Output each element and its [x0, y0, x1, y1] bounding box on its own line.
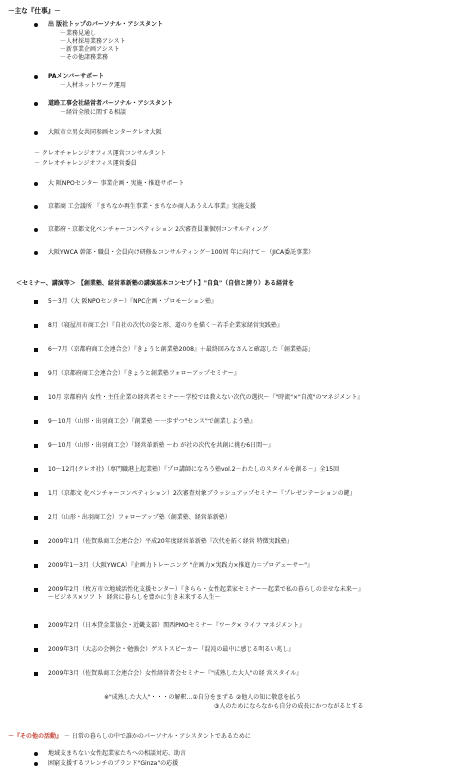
work-item-title: PAメンバーサポート [48, 73, 105, 80]
bullet-icon [34, 102, 38, 106]
square-bullet-icon [34, 492, 38, 496]
work-item-title: 道路工事会社経営者パーソナル・アシスタント [48, 100, 174, 107]
seminar-item: 2009年2月（日本貸金業協会・近畿支部）関西PMOセミナー『ワーク× ライフ マネジメント』 [48, 622, 305, 629]
bullet-icon [34, 75, 38, 79]
square-bullet-icon [34, 564, 38, 568]
seminar-item: 2009年3月（佐賀県商工会連合会）女性経営者会セミナー『"成熟した大人"の経 営スタイル』 [48, 670, 303, 677]
note-line: ※"成熟した大人"・・・の解釈…①自分をまずる ②他人の知に敬意を払う [104, 694, 302, 701]
square-bullet-icon [34, 300, 38, 304]
square-bullet-icon [34, 648, 38, 652]
work-item-sub: －人材ネットワーク運用 [60, 82, 127, 89]
square-bullet-icon [34, 396, 38, 400]
seminar-item: 10～12月(クレオ社)（専門職港上起業塾）『プロ講師になろう塾vol.2－わたしのスタイルを創る－』全15回 [48, 466, 340, 473]
work-item-title: 京都府・京都文化ベンチャーコンペティション 2次審査員兼個別コンサルティング [48, 226, 269, 233]
bullet-icon [34, 762, 38, 766]
seminar-item: 2009年1～3月（大阪YWCA）『企画力トレーニング "企画力×実践力×推進力＝プロデューサー"』 [48, 562, 313, 569]
work-item-title: 大阪市立男女共同参画センタークレオ大阪 [48, 129, 162, 136]
other-item: 困窮支援するフレンチのブランド"Ginza"の応援 [48, 760, 179, 767]
square-bullet-icon [34, 420, 38, 424]
work-item-title: 大阪YWCA 幹部・職員・会員向け研修＆コンサルティング－100周 年に向けて－（JICA委託事業） [48, 249, 315, 256]
work-item-title: 出 版社トップのパーソナル・アシスタント [48, 21, 163, 28]
seminar-item: 9～10月（山形・出羽商工会）『創業塾 ～一歩ずつ"センス"で創業しよう塾』 [48, 418, 256, 425]
seminar-item: 8月（寝屋川市商工会）『自社の次代の姿と形、道のりを描く－若手企業家経営実践塾』 [48, 322, 283, 329]
square-bullet-icon [34, 444, 38, 448]
work-item-sub: －業務見通し [60, 30, 97, 37]
seminar-item: 1月（京都文 化ベンチャーコンペティション）2次審査対象ブラッシュアップセミナー『プレゼンテーションの鍵』 [48, 490, 356, 497]
seminar-item: 9～10月（山形・出羽商工会）『経営革新塾 ～わ が社の次代を共創に挑む6日間～』 [48, 442, 275, 449]
seminar-item: 6～7月（京都府商工会連合会）『きょうと創業塾2008』＋最終回みなさんと確認した「創業塾誌」 [48, 346, 314, 353]
square-bullet-icon [34, 348, 38, 352]
square-bullet-icon [34, 672, 38, 676]
seminar-item: 2009年3月（大志の会例会・勉強会）ゲストスピーカー『混沌の最中に感じる明るい兆し』 [48, 646, 295, 653]
seminar-item: 10月 京都府内 女性・主任企業の経営者セミナー～学校では教えない次代の選択～『"時流"×"自流"のマネジメント』 [48, 394, 364, 401]
seminar-item: 9月（京都府商工会連合会）『きょうと創業塾フォローアップセミナー』 [48, 370, 240, 377]
work-item-sub: －その他諸務業務 [60, 54, 109, 61]
section-title-work: －主な『仕事』－ [8, 7, 61, 15]
section-title-seminars: ＜セミナー、講演等＞ 【創業塾、経営革新塾の講演基本コンセプト】"自負"（自信と誇り）ある経営を [16, 280, 295, 287]
seminar-item: 2009年1月（佐賀県商工会連合会）平成20年度経営革新塾『次代を拓く経営 特徴実践塾』 [48, 538, 293, 545]
seminar-item: 5～3月（大 阪NPOセンター）『NPC企画・プロモーション塾』 [48, 298, 217, 305]
note-line: ③人のためにならなかも自分の成長にかつながるとする [214, 703, 364, 710]
square-bullet-icon [34, 372, 38, 376]
square-bullet-icon [34, 624, 38, 628]
bullet-icon [34, 752, 38, 756]
work-item-title: 大 阪NPOセンター 事業企画・実施・推進サポート [48, 180, 185, 187]
creo-item: － クレオチャレンジオフィス運営委員 [34, 160, 137, 167]
square-bullet-icon [34, 468, 38, 472]
creo-item: － クレオチャレンジオフィス運営コンサルタント [34, 150, 167, 157]
square-bullet-icon [34, 588, 38, 592]
square-bullet-icon [34, 540, 38, 544]
work-item-sub: －人材採用業務アシスト [60, 38, 126, 45]
bullet-icon [34, 205, 38, 209]
section-title-other-desc: － 日常の暮らしの中で誰かのパーソナル・アシスタントであるために [62, 733, 251, 740]
bullet-icon [34, 228, 38, 232]
work-item-title: 京都商 工会議所 『まちなか再生事業・まちなか商人あうえん事業』実施支援 [48, 203, 256, 210]
other-item: 地域支まちない女性起業家たちへの相談対応、助言 [48, 750, 187, 757]
bullet-icon [34, 131, 38, 135]
work-item-sub: －新事業企画アシスト [60, 46, 120, 53]
bullet-icon [34, 23, 38, 27]
seminar-item: 2月（山形・出羽商工会）フォローアップ塾（創業塾、経営革新塾） [48, 514, 231, 521]
work-item-sub: －経営全般に関する相談 [60, 109, 127, 116]
bullet-icon [34, 182, 38, 186]
seminar-item: 2009年2月（枚方市立地域活性化支援センター）『きらら・女性起業家セミナー～起業で私の暮らしの幸せな未来～』 ～ビジネス×ソフ ト 経営に暮らしを豊かに生き未来する人生～ [48, 586, 364, 601]
bullet-icon [34, 251, 38, 255]
square-bullet-icon [34, 324, 38, 328]
section-title-other [8, 733, 251, 741]
section-title-other-label: －『その他の活動』 [8, 733, 63, 740]
square-bullet-icon [34, 516, 38, 520]
